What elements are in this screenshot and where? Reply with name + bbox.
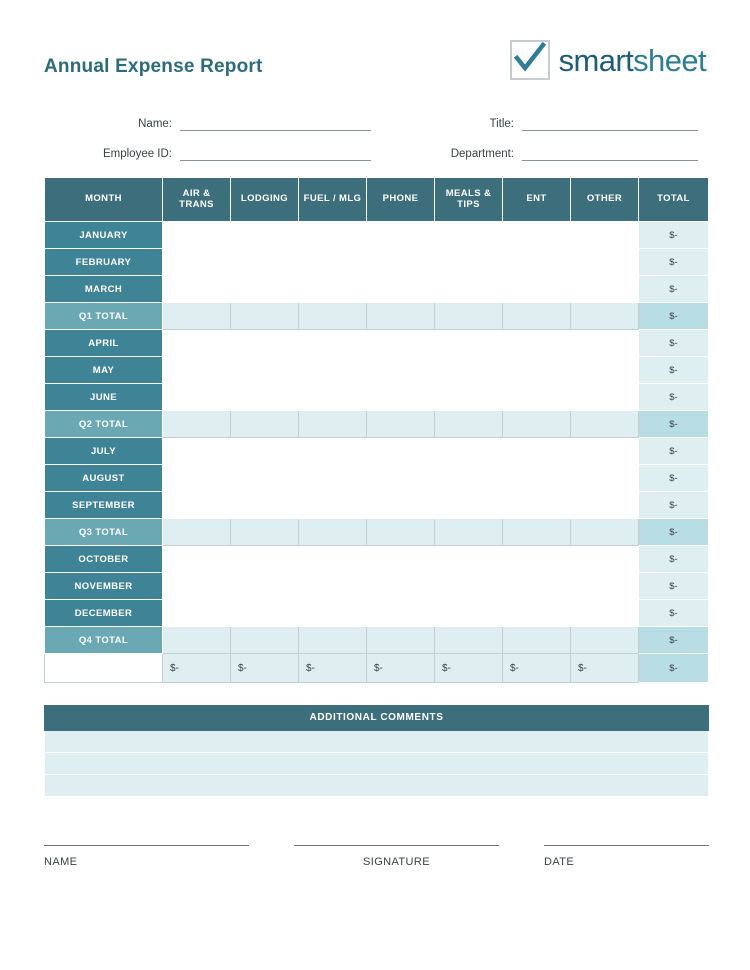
- expense-cell[interactable]: [571, 411, 639, 438]
- table-row: [45, 465, 709, 492]
- expense-cell[interactable]: [503, 627, 571, 654]
- field-employee-id: [62, 146, 371, 161]
- grand-total-cell: $-: [367, 654, 435, 683]
- expense-cell[interactable]: [231, 303, 299, 330]
- row-label: JUNE: [45, 384, 163, 411]
- title-input[interactable]: [522, 116, 698, 131]
- grand-total-row: [45, 654, 709, 683]
- expense-cell[interactable]: [163, 546, 231, 573]
- expense-cell[interactable]: [163, 249, 231, 276]
- signature-name-label: NAME: [44, 856, 78, 868]
- expense-cell[interactable]: [503, 546, 571, 573]
- expense-cell[interactable]: [231, 492, 299, 519]
- expense-cell[interactable]: [367, 600, 435, 627]
- expense-cell[interactable]: [503, 249, 571, 276]
- expense-cell[interactable]: [571, 222, 639, 249]
- expense-cell[interactable]: [231, 546, 299, 573]
- expense-cell[interactable]: [163, 627, 231, 654]
- row-total: $-: [639, 249, 709, 276]
- row-total: $-: [639, 627, 709, 654]
- expense-cell[interactable]: [571, 249, 639, 276]
- expense-cell[interactable]: [299, 546, 367, 573]
- expense-cell[interactable]: [571, 303, 639, 330]
- expense-cell[interactable]: [367, 303, 435, 330]
- expense-cell[interactable]: [503, 492, 571, 519]
- grand-total-cell: $-: [299, 654, 367, 683]
- expense-cell[interactable]: [571, 519, 639, 546]
- expense-cell[interactable]: [435, 492, 503, 519]
- logo-word-sheet: sheet: [633, 42, 706, 78]
- page-title: Annual Expense Report: [44, 56, 263, 77]
- column-header-month: MONTH: [45, 178, 163, 222]
- smartsheet-logo: [510, 40, 706, 80]
- department-input[interactable]: [522, 146, 698, 161]
- expense-cell[interactable]: [299, 519, 367, 546]
- signature-signature: [294, 845, 499, 868]
- expense-cell[interactable]: [571, 384, 639, 411]
- grand-total-cell: $-: [435, 654, 503, 683]
- grand-total-cell: $-: [231, 654, 299, 683]
- row-total: $-: [639, 357, 709, 384]
- table-row: [45, 330, 709, 357]
- expense-cell[interactable]: [231, 276, 299, 303]
- row-label: MAY: [45, 357, 163, 384]
- expense-cell[interactable]: [503, 465, 571, 492]
- logo-word-smart: smart: [558, 42, 634, 78]
- row-label: JANUARY: [45, 222, 163, 249]
- expense-cell[interactable]: [367, 546, 435, 573]
- row-label: AUGUST: [45, 465, 163, 492]
- expense-cell[interactable]: [367, 249, 435, 276]
- expense-cell[interactable]: [503, 330, 571, 357]
- row-label: SEPTEMBER: [45, 492, 163, 519]
- expense-cell[interactable]: [435, 357, 503, 384]
- expense-cell[interactable]: [503, 573, 571, 600]
- row-total: $-: [639, 330, 709, 357]
- expense-cell[interactable]: [299, 222, 367, 249]
- expense-cell[interactable]: [435, 384, 503, 411]
- column-header-ent: ENT: [503, 178, 571, 222]
- expense-cell[interactable]: [231, 573, 299, 600]
- expense-cell[interactable]: [299, 357, 367, 384]
- expense-cell[interactable]: [367, 384, 435, 411]
- expense-cell[interactable]: [163, 222, 231, 249]
- row-total: $-: [639, 546, 709, 573]
- expense-cell[interactable]: [367, 627, 435, 654]
- logo-wordmark: [558, 42, 706, 78]
- signature-signature-line[interactable]: [294, 845, 499, 847]
- table-row: [45, 357, 709, 384]
- page-header: [44, 28, 710, 94]
- expense-cell[interactable]: [163, 600, 231, 627]
- expense-cell[interactable]: [163, 357, 231, 384]
- expense-cell[interactable]: [299, 411, 367, 438]
- comments-line[interactable]: [44, 775, 709, 797]
- employee-id-label: Employee ID:: [102, 148, 172, 160]
- expense-cell[interactable]: [299, 600, 367, 627]
- table-row: [45, 492, 709, 519]
- row-label: JULY: [45, 438, 163, 465]
- column-header-meals-tips: MEALS & TIPS: [435, 178, 503, 222]
- signature-block: [44, 845, 709, 868]
- expense-cell[interactable]: [503, 519, 571, 546]
- expense-cell[interactable]: [163, 411, 231, 438]
- expense-cell[interactable]: [163, 276, 231, 303]
- expense-cell[interactable]: [163, 465, 231, 492]
- expense-cell[interactable]: [367, 573, 435, 600]
- expense-cell[interactable]: [435, 249, 503, 276]
- expense-cell[interactable]: [503, 411, 571, 438]
- expense-cell[interactable]: [503, 303, 571, 330]
- table-row: [45, 627, 709, 654]
- row-label: Q2 TOTAL: [45, 411, 163, 438]
- signature-signature-label: SIGNATURE: [363, 856, 430, 868]
- expense-cell[interactable]: [299, 303, 367, 330]
- table-row: [45, 222, 709, 249]
- expense-cell[interactable]: [163, 573, 231, 600]
- row-total: $-: [639, 600, 709, 627]
- name-input[interactable]: [180, 116, 371, 131]
- table-header: [45, 178, 709, 222]
- expense-cell[interactable]: [503, 357, 571, 384]
- expense-cell[interactable]: [503, 438, 571, 465]
- expense-cell[interactable]: [435, 465, 503, 492]
- expense-cell[interactable]: [299, 465, 367, 492]
- expense-cell[interactable]: [299, 627, 367, 654]
- department-label: Department:: [450, 148, 514, 160]
- expense-cell[interactable]: [503, 276, 571, 303]
- table-body: [45, 222, 709, 683]
- table-header-row: [45, 178, 709, 222]
- expense-cell[interactable]: [571, 492, 639, 519]
- expense-cell[interactable]: [435, 303, 503, 330]
- comments-line[interactable]: [44, 731, 709, 753]
- row-total: $-: [639, 222, 709, 249]
- expense-cell[interactable]: [435, 600, 503, 627]
- expense-cell[interactable]: [163, 438, 231, 465]
- row-total: $-: [639, 438, 709, 465]
- expense-cell[interactable]: [367, 276, 435, 303]
- field-title: [389, 116, 698, 131]
- form-fields: [62, 116, 698, 161]
- expense-cell[interactable]: [571, 465, 639, 492]
- column-header-lodging: LODGING: [231, 178, 299, 222]
- column-header-phone: PHONE: [367, 178, 435, 222]
- field-row-employee-department: [62, 146, 698, 161]
- row-total: $-: [639, 573, 709, 600]
- row-label: NOVEMBER: [45, 573, 163, 600]
- expense-cell[interactable]: [503, 222, 571, 249]
- employee-id-input[interactable]: [180, 146, 371, 161]
- field-department: [389, 146, 698, 161]
- expense-cell[interactable]: [299, 276, 367, 303]
- additional-comments-section: [44, 705, 709, 797]
- row-total: $-: [639, 465, 709, 492]
- expense-cell[interactable]: [367, 411, 435, 438]
- title-label: Title:: [489, 118, 514, 130]
- expense-cell[interactable]: [231, 330, 299, 357]
- column-header-air-trans: AIR & TRANS: [163, 178, 231, 222]
- table-row: [45, 600, 709, 627]
- row-label: DECEMBER: [45, 600, 163, 627]
- row-total: $-: [639, 384, 709, 411]
- expense-cell[interactable]: [571, 573, 639, 600]
- expense-cell[interactable]: [231, 600, 299, 627]
- expense-cell[interactable]: [163, 492, 231, 519]
- column-header-fuel-mlg: FUEL / MLG: [299, 178, 367, 222]
- grand-total-label: [45, 654, 163, 683]
- row-total: $-: [639, 303, 709, 330]
- expense-cell[interactable]: [571, 546, 639, 573]
- expense-cell[interactable]: [367, 465, 435, 492]
- expense-cell[interactable]: [367, 357, 435, 384]
- table-row: [45, 411, 709, 438]
- expense-cell[interactable]: [435, 438, 503, 465]
- expense-cell[interactable]: [435, 222, 503, 249]
- grand-total-cell: $-: [503, 654, 571, 683]
- table-row: [45, 519, 709, 546]
- expense-cell[interactable]: [231, 438, 299, 465]
- expense-cell[interactable]: [163, 330, 231, 357]
- expense-cell[interactable]: [299, 384, 367, 411]
- signature-date: [544, 845, 709, 868]
- table-row: [45, 384, 709, 411]
- signature-date-line[interactable]: [544, 845, 709, 847]
- expense-cell[interactable]: [435, 546, 503, 573]
- expense-cell[interactable]: [435, 573, 503, 600]
- expense-cell[interactable]: [503, 600, 571, 627]
- expense-table: [44, 177, 709, 683]
- expense-cell[interactable]: [571, 276, 639, 303]
- expense-cell[interactable]: [231, 357, 299, 384]
- expense-cell[interactable]: [299, 573, 367, 600]
- signature-date-label: DATE: [544, 856, 575, 868]
- row-label: APRIL: [45, 330, 163, 357]
- expense-cell[interactable]: [367, 222, 435, 249]
- row-total: $-: [639, 519, 709, 546]
- row-label: Q3 TOTAL: [45, 519, 163, 546]
- expense-cell[interactable]: [571, 627, 639, 654]
- table-row: [45, 573, 709, 600]
- table-row: [45, 276, 709, 303]
- expense-cell[interactable]: [231, 519, 299, 546]
- table-row: [45, 546, 709, 573]
- expense-cell[interactable]: [367, 438, 435, 465]
- expense-cell[interactable]: [367, 492, 435, 519]
- expense-cell[interactable]: [163, 519, 231, 546]
- row-label: OCTOBER: [45, 546, 163, 573]
- expense-cell[interactable]: [367, 330, 435, 357]
- checkmark-icon: [510, 40, 550, 80]
- grand-total-cell: $-: [163, 654, 231, 683]
- expense-cell[interactable]: [299, 492, 367, 519]
- expense-cell[interactable]: [571, 357, 639, 384]
- table-row: [45, 249, 709, 276]
- expense-cell[interactable]: [163, 384, 231, 411]
- expense-cell[interactable]: [299, 438, 367, 465]
- row-label: MARCH: [45, 276, 163, 303]
- expense-cell[interactable]: [503, 384, 571, 411]
- field-name: [62, 116, 371, 131]
- expense-cell[interactable]: [435, 411, 503, 438]
- column-header-other: OTHER: [571, 178, 639, 222]
- row-label: FEBRUARY: [45, 249, 163, 276]
- column-header-total: TOTAL: [639, 178, 709, 222]
- expense-cell[interactable]: [231, 384, 299, 411]
- comments-line[interactable]: [44, 753, 709, 775]
- table-row: [45, 303, 709, 330]
- expense-cell[interactable]: [435, 627, 503, 654]
- field-row-name-title: [62, 116, 698, 131]
- row-total: $-: [639, 492, 709, 519]
- expense-cell[interactable]: [163, 303, 231, 330]
- signature-name-line[interactable]: [44, 845, 249, 847]
- expense-cell[interactable]: [571, 600, 639, 627]
- expense-cell[interactable]: [299, 330, 367, 357]
- name-label: Name:: [138, 118, 172, 130]
- row-label: Q4 TOTAL: [45, 627, 163, 654]
- grand-total-value: $-: [639, 654, 709, 683]
- expense-cell[interactable]: [231, 465, 299, 492]
- row-total: $-: [639, 411, 709, 438]
- grand-total-cell: $-: [571, 654, 639, 683]
- expense-cell[interactable]: [231, 627, 299, 654]
- expense-cell[interactable]: [231, 411, 299, 438]
- expense-cell[interactable]: [435, 330, 503, 357]
- expense-cell[interactable]: [367, 519, 435, 546]
- expense-cell[interactable]: [571, 330, 639, 357]
- expense-cell[interactable]: [231, 249, 299, 276]
- signature-name: [44, 845, 249, 868]
- table-row: [45, 438, 709, 465]
- expense-cell[interactable]: [435, 276, 503, 303]
- expense-cell[interactable]: [571, 438, 639, 465]
- expense-cell[interactable]: [299, 249, 367, 276]
- expense-cell[interactable]: [231, 222, 299, 249]
- row-label: Q1 TOTAL: [45, 303, 163, 330]
- comments-heading: ADDITIONAL COMMENTS: [44, 705, 709, 731]
- row-total: $-: [639, 276, 709, 303]
- expense-cell[interactable]: [435, 519, 503, 546]
